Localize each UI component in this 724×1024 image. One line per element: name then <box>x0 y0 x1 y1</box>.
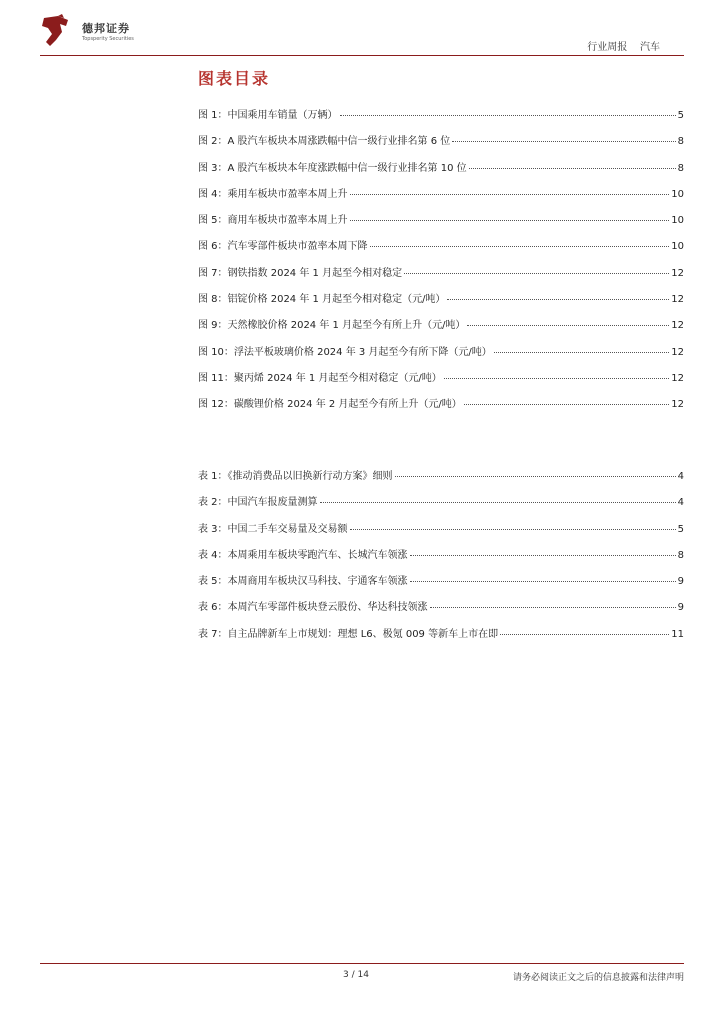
dot-leader <box>430 607 676 608</box>
dot-leader <box>370 246 670 247</box>
figure-entry-page: 12 <box>671 399 684 411</box>
figure-entry-page: 12 <box>671 267 684 279</box>
company-logo-icon <box>40 14 72 48</box>
figure-entry-label: 图 3：A 股汽车板块本年度涨跌幅中信一级行业排名第 10 位 <box>198 162 467 174</box>
table-entry-label: 表 1：《推动消费品以旧换新行动方案》细则 <box>198 471 393 482</box>
dot-leader <box>447 299 669 300</box>
dot-leader <box>500 634 669 635</box>
figure-entry-label: 图 11：聚丙烯 2024 年 1 月起至今相对稳定（元/吨） <box>198 372 442 384</box>
dot-leader <box>469 168 676 169</box>
figure-entry[interactable] <box>198 343 684 369</box>
figure-entry-label: 图 10：浮法平板玻璃价格 2024 年 3 月起至今有所下降（元/吨） <box>198 346 492 358</box>
table-entry-label: 表 3：中国二手车交易量及交易额 <box>198 523 348 535</box>
figure-entry[interactable] <box>198 290 684 316</box>
table-entry-page: 8 <box>677 549 684 561</box>
table-entry-page: 4 <box>677 497 684 509</box>
dot-leader <box>410 555 676 556</box>
figure-entry[interactable] <box>198 106 684 132</box>
figure-entry[interactable] <box>198 237 684 263</box>
dot-leader <box>404 273 669 274</box>
table-entry[interactable] <box>198 625 684 651</box>
figure-entry-page: 8 <box>677 162 684 174</box>
page-header <box>0 0 724 60</box>
figure-entry-label: 图 4：乘用车板块市盈率本周上升 <box>198 188 348 200</box>
dot-leader <box>464 404 669 405</box>
tables-toc <box>198 467 684 651</box>
dot-leader <box>340 115 676 116</box>
figure-entry-page: 10 <box>671 241 684 253</box>
figure-entry-page: 12 <box>671 346 684 358</box>
figure-entry[interactable] <box>198 316 684 342</box>
dot-leader <box>350 220 670 221</box>
figure-entry[interactable] <box>198 395 684 421</box>
figure-entry-label: 图 12：碳酸锂价格 2024 年 2 月起至今有所上升（元/吨） <box>198 399 462 411</box>
legal-disclaimer: 请务必阅读正文之后的信息披露和法律声明 <box>512 973 684 983</box>
dot-leader <box>452 141 675 142</box>
table-entry-label: 表 7：自主品牌新车上市规划：理想 L6、极氪 009 等新车上市在即 <box>198 628 499 640</box>
footer-divider <box>40 963 684 964</box>
brand-name: 德邦证券 <box>82 22 130 35</box>
figure-entry-page: 8 <box>677 136 684 148</box>
table-entry-label: 表 2：中国汽车报废量测算 <box>198 497 318 509</box>
table-entry-page: 4 <box>677 471 684 482</box>
table-entry[interactable] <box>198 520 684 546</box>
dot-leader <box>395 476 676 477</box>
page-number: 3 / 14 <box>343 970 369 980</box>
toc-title: 图表目录 <box>198 69 271 88</box>
table-entry[interactable] <box>198 598 684 624</box>
figure-entry-page: 10 <box>671 215 684 227</box>
figure-entry[interactable] <box>198 185 684 211</box>
dot-leader <box>410 581 676 582</box>
table-entry-label: 表 4：本周乘用车板块零跑汽车、长城汽车领涨 <box>198 549 408 561</box>
figure-entry-label: 图 8：铝锭价格 2024 年 1 月起至今相对稳定（元/吨） <box>198 294 446 306</box>
figure-entry-label: 图 1：中国乘用车销量（万辆） <box>198 110 338 121</box>
dot-leader <box>444 378 669 379</box>
table-entry-page: 9 <box>677 602 684 614</box>
figures-toc <box>198 106 684 422</box>
figure-entry[interactable] <box>198 264 684 290</box>
figure-entry-page: 12 <box>671 294 684 306</box>
figure-entry-page: 5 <box>677 110 684 121</box>
figure-entry[interactable] <box>198 211 684 237</box>
table-entry-page: 9 <box>677 576 684 588</box>
table-entry[interactable] <box>198 572 684 598</box>
table-entry[interactable] <box>198 467 684 493</box>
dot-leader <box>320 502 676 503</box>
figure-entry-label: 图 6：汽车零部件板块市盈率本周下降 <box>198 241 368 253</box>
figure-entry[interactable] <box>198 159 684 185</box>
table-entry-page: 11 <box>671 628 684 640</box>
figure-entry[interactable] <box>198 369 684 395</box>
table-entry-label: 表 5：本周商用车板块汉马科技、宇通客车领涨 <box>198 576 408 588</box>
figure-entry-page: 12 <box>671 320 684 332</box>
figure-entry-label: 图 5：商用车板块市盈率本周上升 <box>198 215 348 227</box>
dot-leader <box>350 194 670 195</box>
figure-entry-page: 12 <box>671 372 684 384</box>
table-entry-label: 表 6：本周汽车零部件板块登云股份、华达科技领涨 <box>198 602 428 614</box>
figure-entry-label: 图 7：钢铁指数 2024 年 1 月起至今相对稳定 <box>198 267 403 279</box>
dot-leader <box>350 529 676 530</box>
brand-name-en: Topsperity Securities <box>82 36 134 42</box>
header-divider <box>40 55 684 56</box>
table-entry[interactable] <box>198 546 684 572</box>
figure-entry-label: 图 9：天然橡胶价格 2024 年 1 月起至今有所上升（元/吨） <box>198 320 466 332</box>
figure-entry[interactable] <box>198 132 684 158</box>
figure-entry-page: 10 <box>671 188 684 200</box>
figure-entry-label: 图 2：A 股汽车板块本周涨跌幅中信一级行业排名第 6 位 <box>198 136 451 148</box>
table-entry[interactable] <box>198 493 684 519</box>
dot-leader <box>494 352 669 353</box>
table-entry-page: 5 <box>677 523 684 535</box>
dot-leader <box>467 325 669 326</box>
report-type: 行业周报 汽车 <box>587 42 660 53</box>
